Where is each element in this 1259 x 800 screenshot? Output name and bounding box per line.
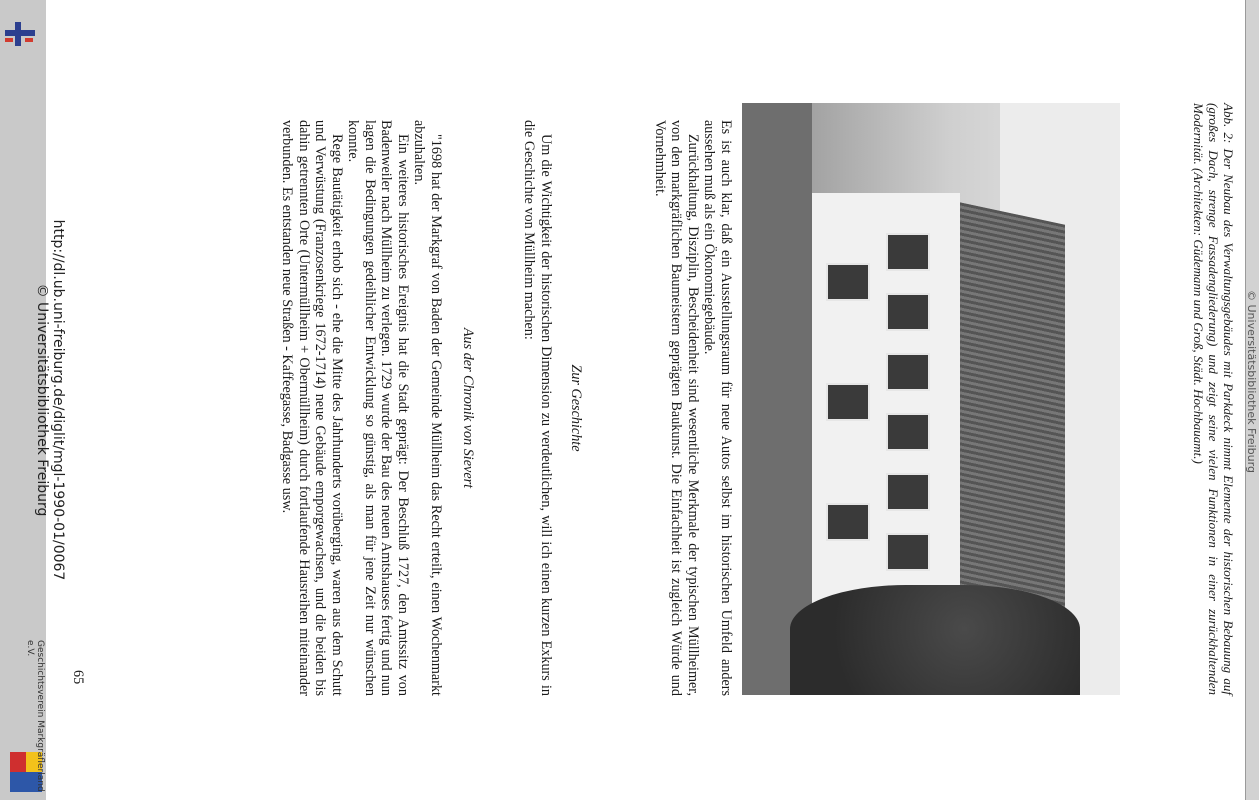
right-edge-strip: [1246, 0, 1259, 800]
publisher-label: Geschichtsverein Markgräflerland e.V.: [25, 640, 45, 792]
paragraph: Rege Bautätigkeit erhob sich - ehe die Mitte des Jahrhunderts vorüberging, waren aus dem Schutt und Verwüstung (Franzosenkriege 1672-1714) neue Gebäude emporgewachsen, und die beiden bis dahin getrennten Orte (Untermüllheim + Obermüllheim) durch fortlaufende Hausreihen miteinander verbunden. Es entstanden neue Straßen - Kaffeegasse, Badgasse usw.: [279, 120, 345, 696]
section-heading: Aus der Chronik von Sievert: [460, 327, 476, 489]
paragraph: Zurückhaltung, Disziplin, Bescheidenheit sind wesentliche Merkmale der typischen Müllheimer, von den markgräflichen Baumeistern geprägten Baukunst. Die Einfachheit ist zugleich Würde und Vornehmheit.: [652, 120, 701, 696]
edge-copyright-text: © Universitätsbibliothek Freiburg: [1245, 290, 1258, 473]
paragraph: Ein weiteres historisches Ereignis hat die Stadt geprägt: Der Beschluß 1727, den Amtssitz von Badenweiler nach Müllheim zu verlegen. 1729 wurde der Bau des neuen Amtshauses fertig und nun lagen die Bedingungen gedeihlicher Entwicklung so günstig, als man für jene Zeit nur wünschen konnte.: [345, 120, 411, 696]
page-number: 65: [70, 670, 86, 685]
intro-paragraphs: [652, 120, 735, 696]
paragraph: Um die Wichtigkeit der historischen Dimension zu verdeutlichen, will ich einen kurzen Exkurs in die Geschichte von Müllheim machen:: [521, 120, 554, 696]
footer-url-link[interactable]: http://dl.ub.uni-freiburg.de/diglit/mgl-1990-01/0067 © Universitätsbibliothek Freiburg: [34, 219, 66, 581]
chronicle-paragraphs: [279, 120, 444, 696]
figure-caption: Abb. 2: Der Neubau des Verwaltungsgebäudes mit Parkdeck nimmt Elemente der historischen Bebauung auf (großes Dach, strenge Fassadengliederung) und zeigt seine vielen Funktionen in einer zurückhaltenden Modernität. (Architekten: Güdemann und Groß, Städt. Hochbauamt.): [1191, 103, 1236, 695]
building-photo: [742, 103, 1120, 695]
paragraph: "1698 hat der Markgraf von Baden der Gemeinde Müllheim das Recht erteilt, einen Wochenmarkt abzuhalten.: [411, 120, 444, 696]
footer-copyright: © Universitätsbibliothek Freiburg: [34, 283, 50, 517]
section-heading: Zur Geschichte: [568, 364, 584, 452]
paragraph: Es ist auch klar, daß ein Ausstellungsraum für neue Autos selbst im historischen Umfeld anders aussehen muß als ein Ökonomiegebäude.: [701, 120, 734, 696]
